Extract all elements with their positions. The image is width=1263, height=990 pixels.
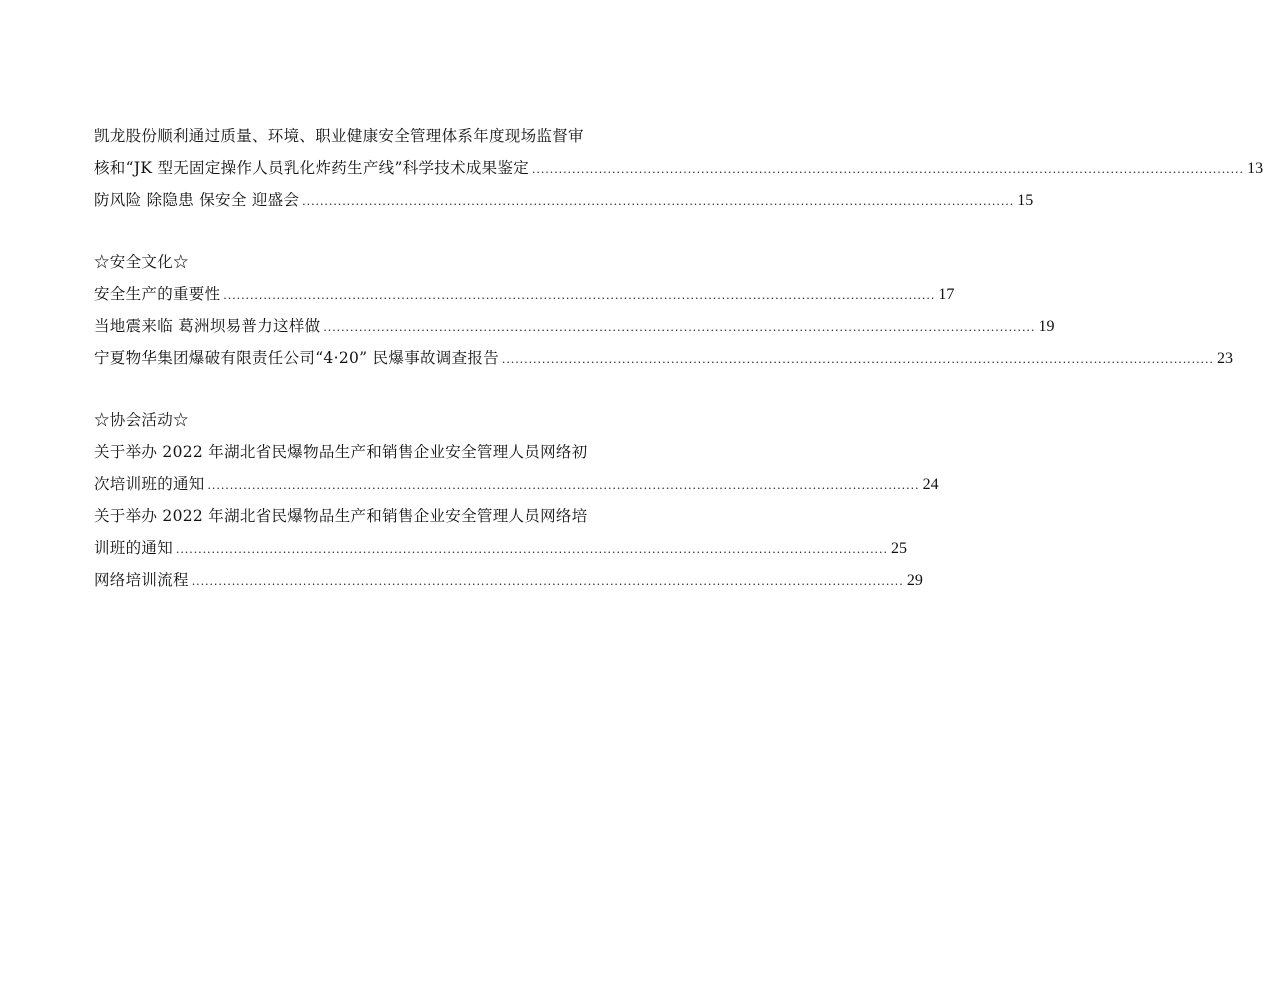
dot-leader: ................................................................................................................................................................ <box>302 193 1015 208</box>
toc-entry-title: 核和“JK 型无固定操作人员乳化炸药生产线”科学技术成果鉴定 <box>94 159 530 177</box>
toc-entry[interactable] <box>94 532 908 564</box>
toc-entry[interactable] <box>94 342 1233 374</box>
table-of-contents <box>94 120 1263 596</box>
dot-leader: ................................................................................................................................................................ <box>176 541 889 556</box>
toc-page-number: 13 <box>1247 160 1263 177</box>
dot-leader: ................................................................................................................................................................ <box>207 477 920 492</box>
dot-leader: ................................................................................................................................................................ <box>532 161 1245 176</box>
toc-entry-title: 训班的通知 <box>94 539 174 557</box>
toc-entry[interactable] <box>94 152 1263 184</box>
toc-entry[interactable] <box>94 468 939 500</box>
toc-entry-title: 关于举办 2022 年湖北省民爆物品生产和销售企业安全管理人员网络初 <box>94 443 588 461</box>
toc-entry[interactable] <box>94 278 955 310</box>
toc-page-number: 29 <box>906 572 923 589</box>
toc-entry[interactable] <box>94 184 1034 216</box>
toc-entry[interactable] <box>94 310 1055 342</box>
toc-entry-title: 网络培训流程 <box>94 571 189 589</box>
toc-page-number: 25 <box>891 540 908 557</box>
toc-page-number: 23 <box>1217 350 1233 367</box>
dot-leader: ................................................................................................................................................................ <box>191 573 904 588</box>
toc-entry-title: 防风险 除隐患 保安全 迎盛会 <box>94 191 300 209</box>
toc-entry[interactable] <box>94 564 923 596</box>
toc-entry-line <box>94 120 608 152</box>
toc-page-number: 19 <box>1038 318 1055 335</box>
toc-page-number: 24 <box>922 476 939 493</box>
toc-entry-title: 关于举办 2022 年湖北省民爆物品生产和销售企业安全管理人员网络培 <box>94 507 588 525</box>
toc-page-number: 15 <box>1017 192 1034 209</box>
section-heading-association <box>94 404 608 436</box>
toc-entry-title: 安全生产的重要性 <box>94 285 221 303</box>
toc-entry-title: 凯龙股份顺利通过质量、环境、职业健康安全管理体系年度现场监督审 <box>94 127 584 145</box>
toc-entry-title: 宁夏物华集团爆破有限责任公司“4·20” 民爆事故调查报告 <box>94 349 499 367</box>
dot-leader: ................................................................................................................................................................ <box>223 287 936 302</box>
section-heading-safety-culture <box>94 246 608 278</box>
toc-entry-title: 次培训班的通知 <box>94 475 205 493</box>
toc-page-number: 17 <box>938 286 955 303</box>
toc-entry-line <box>94 436 608 468</box>
dot-leader: ................................................................................................................................................................ <box>502 351 1214 366</box>
section-heading: ☆安全文化☆ <box>94 253 189 271</box>
toc-entry-line <box>94 500 608 532</box>
dot-leader: ................................................................................................................................................................ <box>323 319 1036 334</box>
section-heading: ☆协会活动☆ <box>94 411 189 429</box>
toc-entry-title: 当地震来临 葛洲坝易普力这样做 <box>94 317 321 335</box>
